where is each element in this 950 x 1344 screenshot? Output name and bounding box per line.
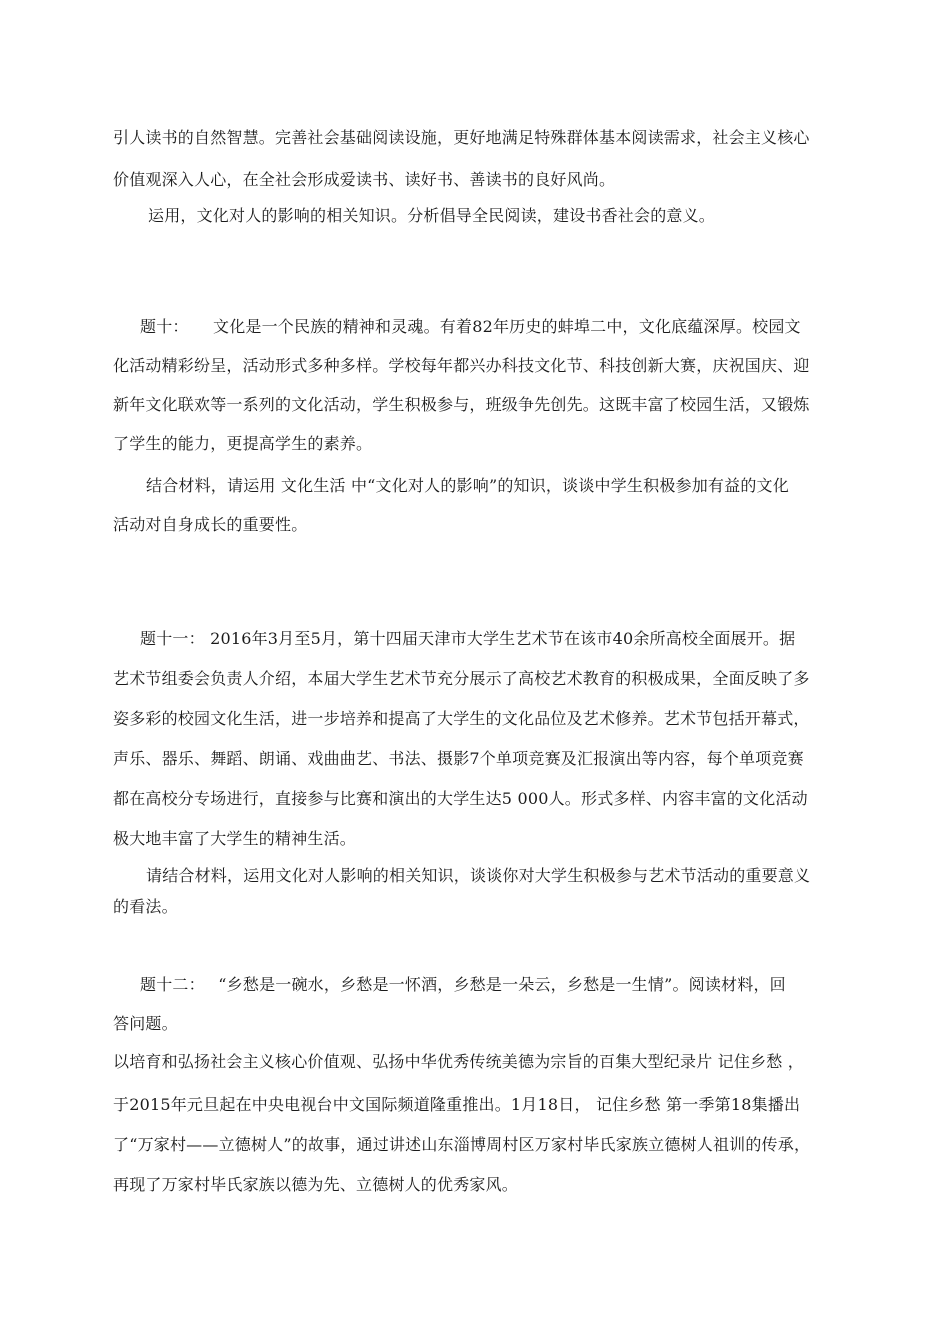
paragraph-line: 艺术节组委会负责人介绍，本届大学生艺术节充分展示了高校艺术教育的积极成果，全面反映了多 — [113, 669, 810, 688]
question-11-heading-line: 题十一： 2016年3月至5月，第十四届天津市大学生艺术节在该市40余所高校全面展开。据 — [140, 629, 796, 648]
paragraph-line: 都在高校分专场进行，直接参与比赛和演出的大学生达5 000人。形式多样、内容丰富的文化活动 — [113, 789, 808, 808]
paragraph-line: 了“万家村——立德树人”的故事，通过讲述山东淄博周村区万家村毕氏家族立德树人祖训的传承， — [113, 1135, 811, 1154]
paragraph-line: 答问题。 — [113, 1014, 178, 1033]
instruction-line: 请结合材料，运用文化对人影响的相关知识，谈谈你对大学生积极参与艺术节活动的重要意义 — [146, 866, 811, 885]
paragraph-line: 声乐、器乐、舞蹈、朗诵、戏曲曲艺、书法、摄影7个单项竞赛及汇报演出等内容，每个单项竞赛 — [113, 749, 804, 768]
paragraph-line: 以培育和弘扬社会主义核心价值观、弘扬中华优秀传统美德为宗旨的百集大型纪录片 记住乡愁 ， — [113, 1052, 804, 1071]
paragraph-line: 再现了万家村毕氏家族以德为先、立德树人的优秀家风。 — [113, 1175, 519, 1194]
paragraph-line: 了学生的能力，更提高学生的素养。 — [113, 434, 373, 453]
paragraph-line: 价值观深入人心，在全社会形成爱读书、读好书、善读书的良好风尚。 — [113, 170, 616, 189]
paragraph-line: 于2015年元旦起在中央电视台中文国际频道隆重推出。1月18日， 记住乡愁 第一季第18集播出 — [113, 1095, 801, 1114]
paragraph-line: 极大地丰富了大学生的精神生活。 — [113, 829, 357, 848]
paragraph-line: 姿多彩的校园文化生活，进一步培养和提高了大学生的文化品位及艺术修养。艺术节包括开幕式， — [113, 709, 810, 728]
paragraph-line: 新年文化联欢等一系列的文化活动，学生积极参与，班级争先创先。这既丰富了校园生活，又锻炼 — [113, 395, 810, 414]
question-10-heading-line: 题十： 文化是一个民族的精神和灵魂。有着82年历史的蚌埠二中，文化底蕴深厚。校园文 — [140, 317, 801, 336]
instruction-line: 运用，文化对人的影响的相关知识。分析倡导全民阅读，建设书香社会的意义。 — [148, 206, 716, 225]
instruction-line: 活动对自身成长的重要性。 — [113, 515, 308, 534]
instruction-line: 结合材料，请运用 文化生活 中“文化对人的影响”的知识，谈谈中学生积极参加有益的文化 — [146, 476, 789, 495]
instruction-line: 的看法。 — [113, 897, 178, 916]
paragraph-line: 化活动精彩纷呈，活动形式多种多样。学校每年都兴办科技文化节、科技创新大赛，庆祝国庆、迎 — [113, 356, 810, 375]
question-12-heading-line: 题十二： “乡愁是一碗水，乡愁是一怀酒，乡愁是一朵云，乡愁是一生情”。阅读材料，回 — [140, 975, 786, 994]
paragraph-line: 引人读书的自然智慧。完善社会基础阅读设施，更好地满足特殊群体基本阅读需求，社会主义核心 — [113, 128, 810, 147]
